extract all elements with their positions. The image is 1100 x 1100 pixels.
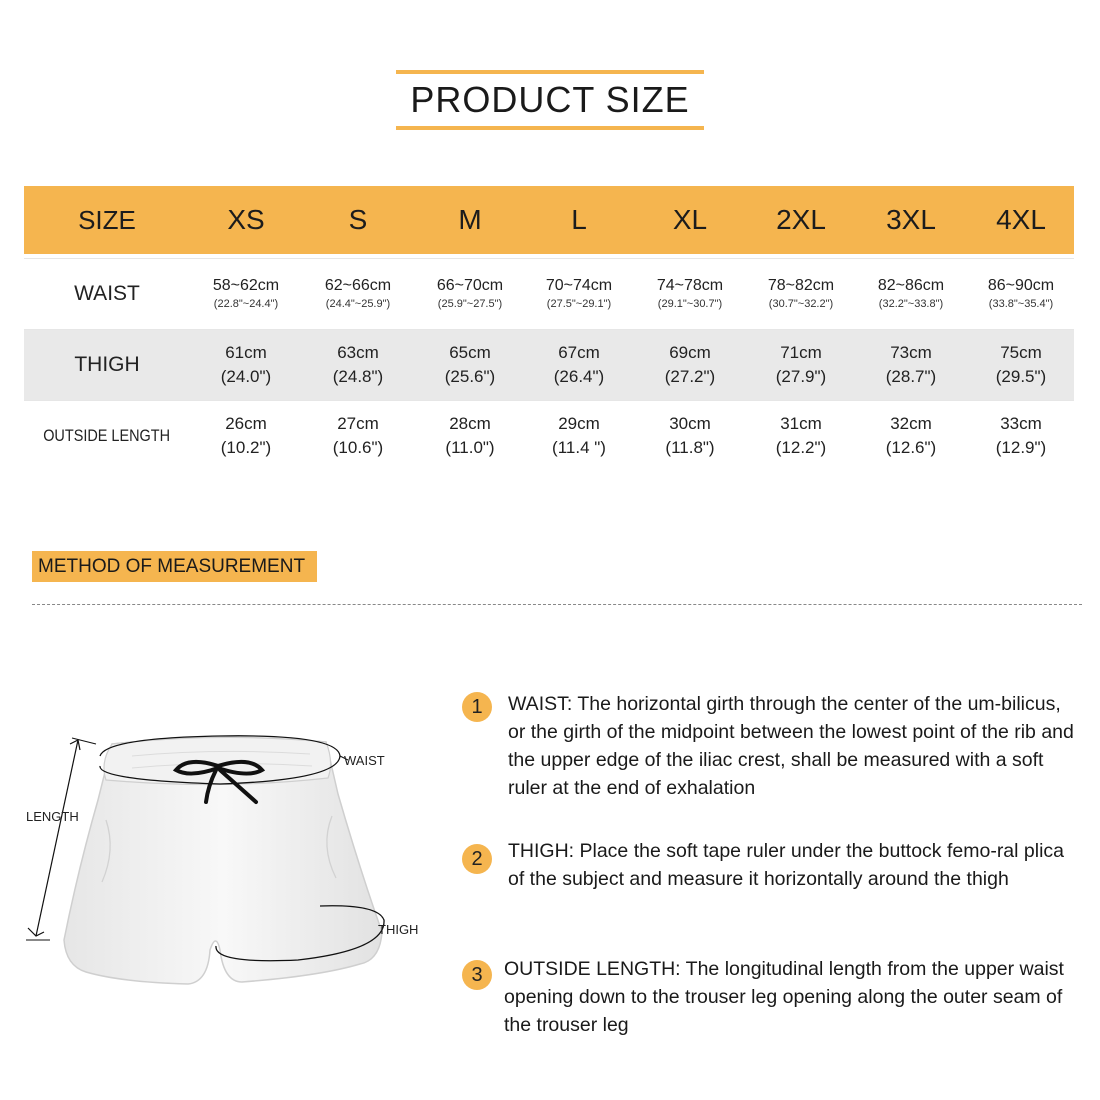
cell-inch: (12.2")	[775, 438, 827, 457]
cell-inch: (33.8"~35.4")	[988, 298, 1054, 310]
thigh-label: THIGH	[378, 922, 419, 937]
row-label-cell	[24, 282, 190, 306]
table-cell	[414, 412, 526, 460]
table-cell	[968, 276, 1074, 312]
cell-inch: (27.2")	[664, 367, 716, 386]
cell-cm: 70~74cm	[545, 277, 613, 294]
cell-inch: (24.0")	[220, 367, 272, 386]
row-label: OUTSIDE LENGTH	[43, 426, 171, 445]
page-title: PRODUCT SIZE	[410, 79, 690, 120]
cell-cm: 27cm	[337, 414, 379, 433]
table-row-outside-length	[24, 400, 1074, 471]
cell-cm: 82~86cm	[877, 277, 945, 294]
size-header-cell	[302, 204, 414, 236]
step-number-badge: 1	[462, 692, 492, 722]
size-header-cell	[854, 204, 968, 236]
table-row-thigh	[24, 329, 1074, 400]
cell-inch: (27.9")	[775, 367, 827, 386]
cell-inch: (11.4 ")	[552, 438, 606, 457]
waist-label: WAIST	[344, 753, 385, 768]
cell-cm: 66~70cm	[436, 277, 504, 294]
size-header-cell	[414, 204, 526, 236]
row-label: THIGH	[74, 353, 140, 376]
cell-cm: 67cm	[558, 343, 600, 362]
table-cell	[632, 276, 748, 312]
cell-cm: 71cm	[780, 343, 822, 362]
cell-inch: (22.8"~24.4")	[213, 298, 279, 310]
table-cell	[854, 341, 968, 389]
cell-inch: (24.4"~25.9")	[325, 298, 391, 310]
size-label: S	[348, 204, 368, 235]
cell-cm: 73cm	[890, 343, 932, 362]
step-text: THIGH: Place the soft tape ruler under the buttock femo-ral plica of the subject and measure it horizontally around the thigh	[508, 840, 1065, 890]
cell-inch: (26.4")	[553, 367, 605, 386]
cell-cm: 78~82cm	[767, 277, 835, 294]
size-label: XS	[227, 204, 265, 235]
cell-cm: 75cm	[1000, 343, 1042, 362]
cell-inch: (29.5")	[995, 367, 1047, 386]
shorts-diagram	[20, 720, 430, 1050]
table-cell	[190, 341, 302, 389]
table-cell	[854, 412, 968, 460]
cell-cm: 29cm	[558, 414, 600, 433]
size-header-cell	[748, 204, 854, 236]
method-heading	[32, 551, 317, 582]
size-label: M	[458, 204, 482, 235]
row-label-cell	[24, 353, 190, 377]
size-header-row	[24, 186, 1074, 254]
size-header-cell	[968, 204, 1074, 236]
size-header-cell	[190, 204, 302, 236]
cell-cm: 61cm	[225, 343, 267, 362]
dashed-divider	[32, 604, 1082, 605]
length-label: LENGTH	[26, 809, 79, 824]
cell-cm: 31cm	[780, 414, 822, 433]
size-label: L	[571, 204, 587, 235]
table-cell	[748, 276, 854, 312]
size-label: XL	[672, 204, 708, 235]
cell-cm: 86~90cm	[987, 277, 1055, 294]
step-text: WAIST: The horizontal girth through the center of the um-bilicus, or the girth of the midpoint between the lowest point of the rib and the upper edge of the iliac crest, shall be measured with a soft ruler at the end of exhalation	[508, 693, 1074, 799]
title-banner	[396, 70, 704, 130]
cell-inch: (30.7"~32.2")	[768, 298, 834, 310]
cell-inch: (24.8")	[332, 367, 384, 386]
cell-cm: 30cm	[669, 414, 711, 433]
table-cell	[854, 276, 968, 312]
size-label: 4XL	[996, 204, 1046, 235]
row-label-cell	[24, 426, 190, 446]
table-cell	[526, 276, 632, 312]
cell-inch: (28.7")	[885, 367, 937, 386]
table-cell	[526, 341, 632, 389]
cell-cm: 62~66cm	[324, 277, 392, 294]
size-header-label-cell	[24, 205, 190, 236]
table-cell	[302, 412, 414, 460]
table-cell	[748, 341, 854, 389]
cell-inch: (27.5"~29.1")	[546, 298, 612, 310]
table-cell	[748, 412, 854, 460]
table-cell	[190, 276, 302, 312]
cell-inch: (25.9"~27.5")	[437, 298, 503, 310]
cell-inch: (10.2")	[220, 438, 272, 457]
size-label: 3XL	[886, 204, 936, 235]
cell-inch: (11.8")	[665, 438, 715, 457]
cell-cm: 69cm	[669, 343, 711, 362]
table-cell	[302, 276, 414, 312]
cell-cm: 32cm	[890, 414, 932, 433]
size-header-cell	[526, 204, 632, 236]
table-row-waist	[24, 258, 1074, 329]
cell-cm: 28cm	[449, 414, 491, 433]
cell-cm: 74~78cm	[656, 277, 724, 294]
cell-inch: (12.6")	[885, 438, 937, 457]
table-cell	[414, 276, 526, 312]
step-text: OUTSIDE LENGTH: The longitudinal length from the upper waist opening down to the trouser leg opening along the outer seam of the trouser leg	[504, 958, 1064, 1036]
table-cell	[302, 341, 414, 389]
row-label: WAIST	[74, 282, 140, 305]
table-cell	[632, 412, 748, 460]
cell-inch: (11.0")	[445, 438, 495, 457]
cell-inch: (10.6")	[332, 438, 384, 457]
size-label: 2XL	[776, 204, 826, 235]
cell-inch: (29.1"~30.7")	[657, 298, 723, 310]
table-cell	[190, 412, 302, 460]
cell-cm: 26cm	[225, 414, 267, 433]
step-number-badge: 2	[462, 844, 492, 874]
cell-inch: (25.6")	[444, 367, 496, 386]
cell-cm: 33cm	[1000, 414, 1042, 433]
cell-cm: 63cm	[337, 343, 379, 362]
size-header-label: SIZE	[78, 204, 136, 235]
cell-inch: (12.9")	[995, 438, 1047, 457]
cell-inch: (32.2"~33.8")	[878, 298, 944, 310]
cell-cm: 58~62cm	[212, 277, 280, 294]
table-cell	[968, 412, 1074, 460]
table-cell	[632, 341, 748, 389]
step-number-badge: 3	[462, 960, 492, 990]
cell-cm: 65cm	[449, 343, 491, 362]
table-cell	[414, 341, 526, 389]
table-cell	[526, 412, 632, 460]
size-header-cell	[632, 204, 748, 236]
method-title: METHOD OF MEASUREMENT	[38, 555, 306, 577]
table-cell	[968, 341, 1074, 389]
size-table	[24, 186, 1074, 471]
